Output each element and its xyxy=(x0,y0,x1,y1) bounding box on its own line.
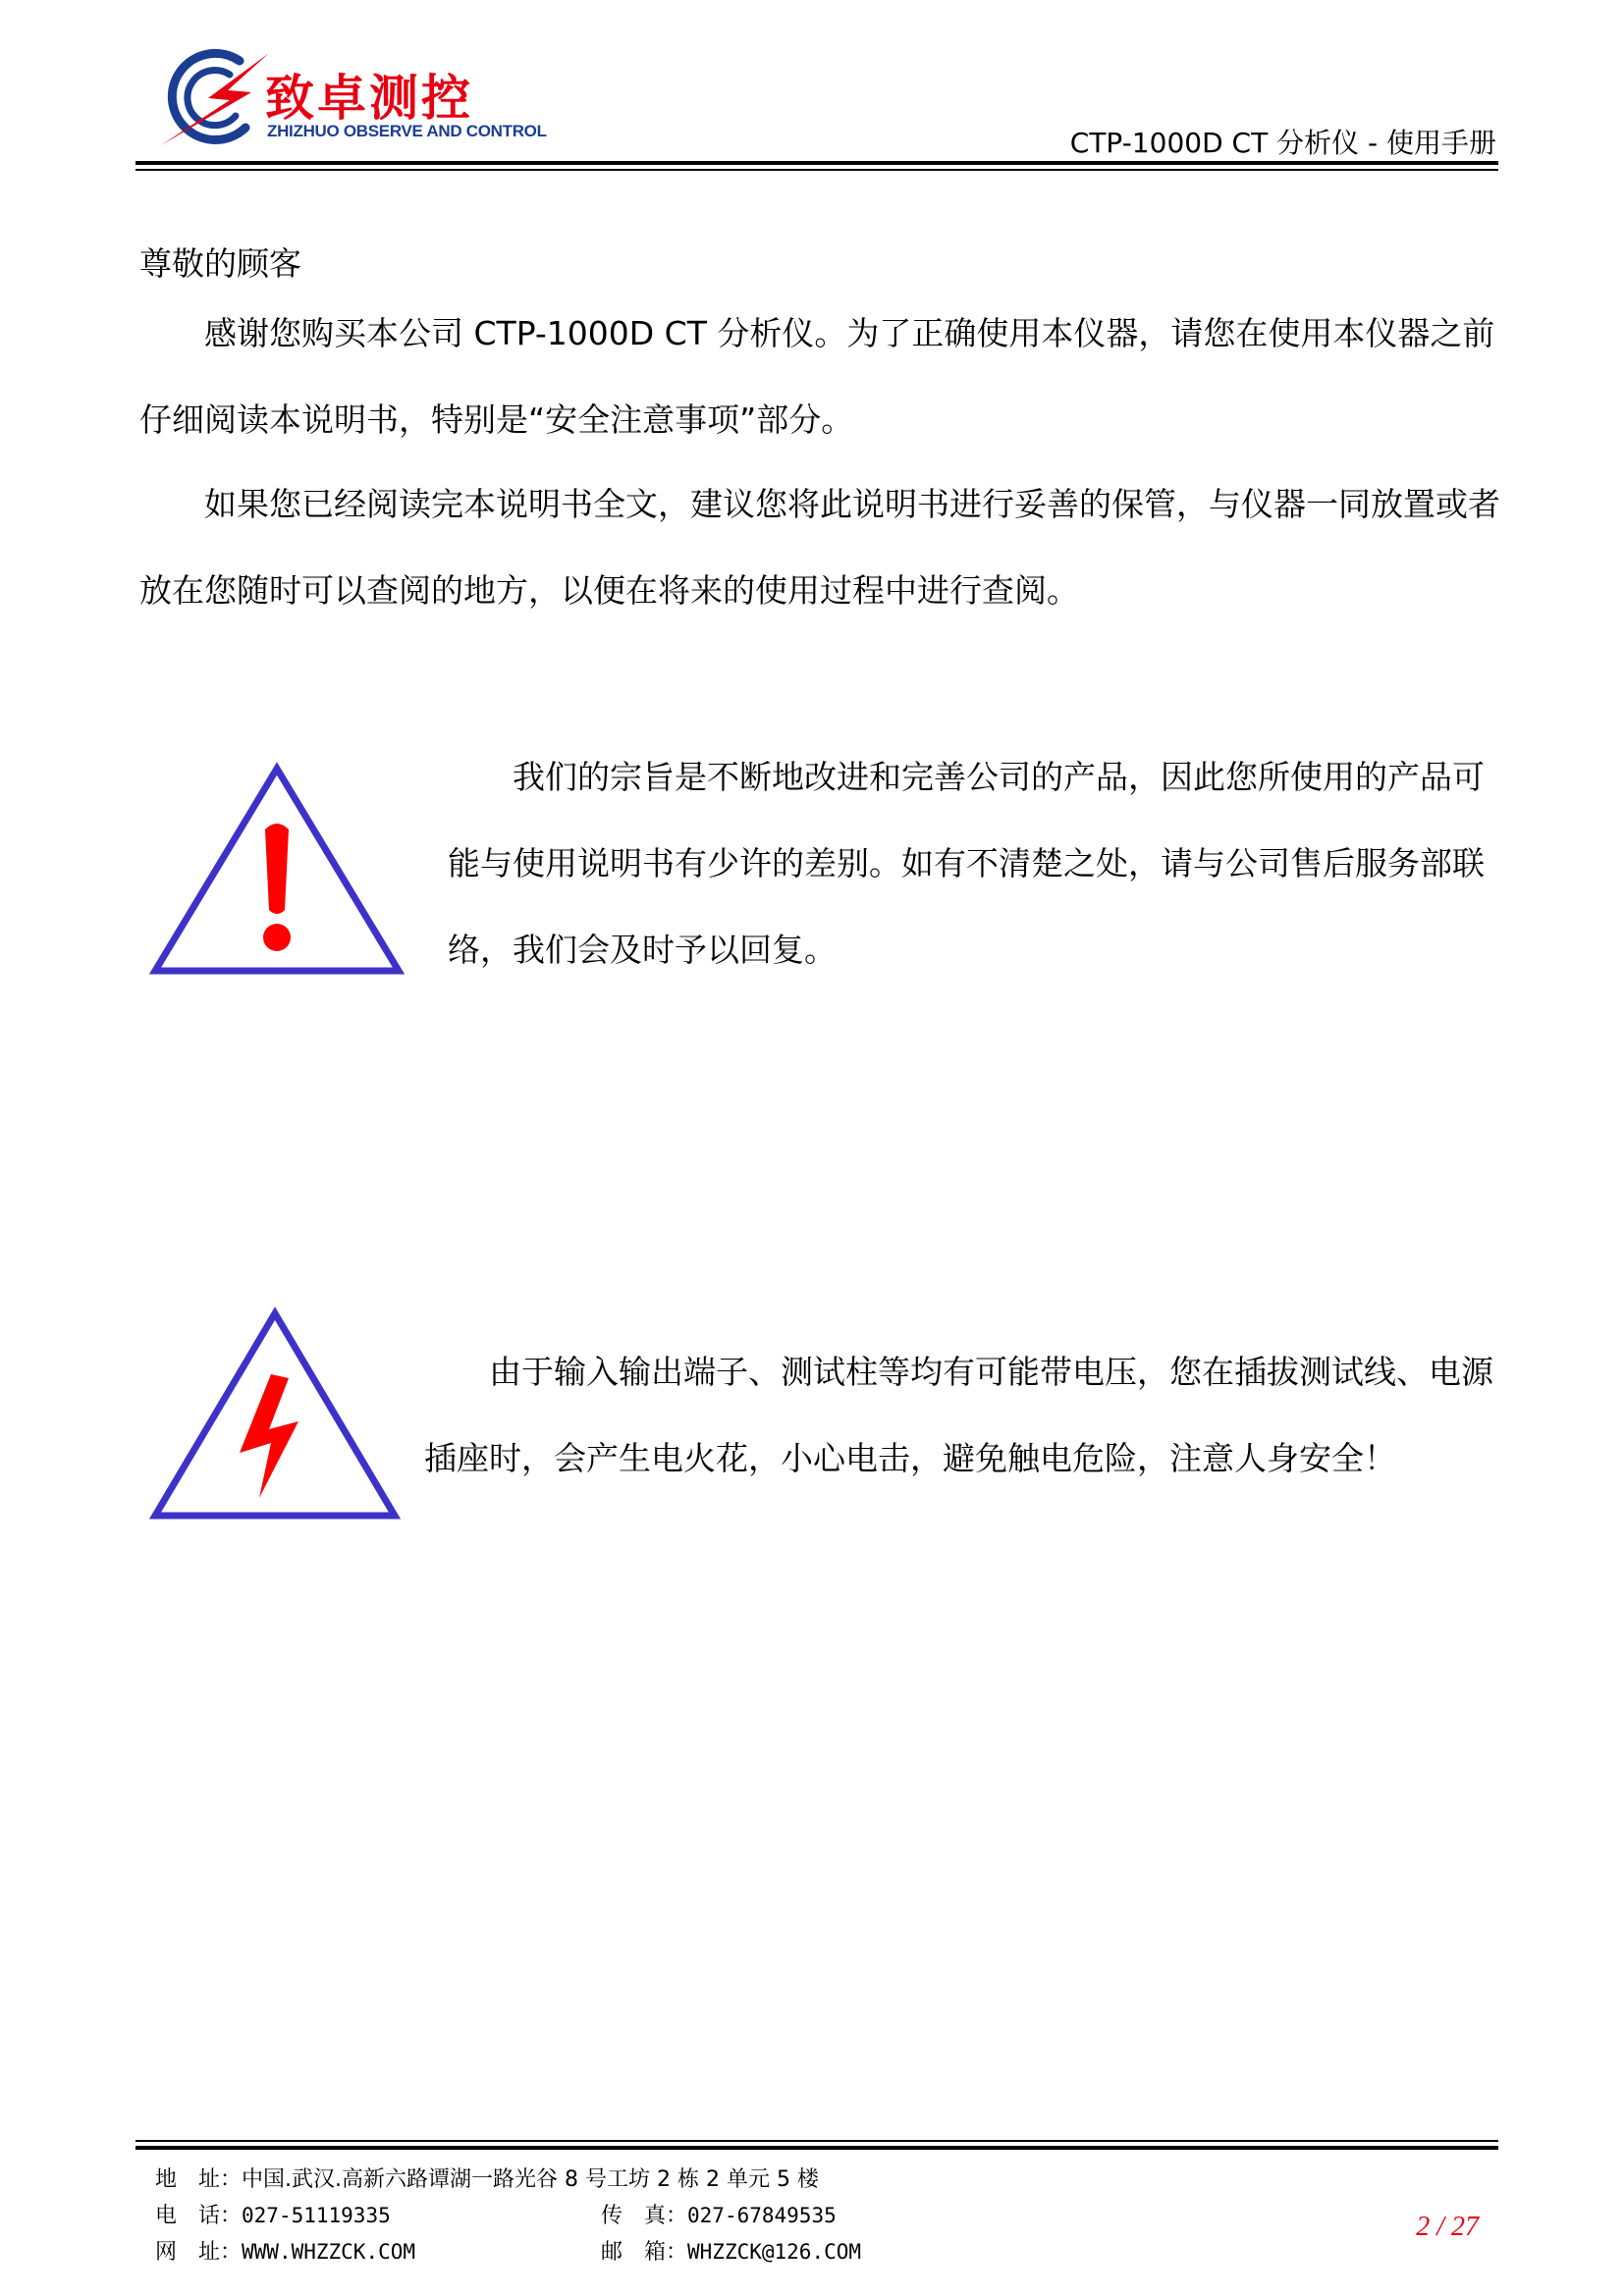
high-voltage-warning-icon xyxy=(149,1306,406,1527)
footer-fax xyxy=(601,2199,837,2229)
company-logo xyxy=(157,41,547,151)
footer-website xyxy=(155,2235,415,2266)
address-label: 地 址： xyxy=(155,2167,243,2192)
website-value: WWW.WHZZCK.COM xyxy=(242,2240,416,2264)
logo-chinese-name: 致卓测控 xyxy=(265,70,473,127)
logo-mark-icon xyxy=(157,41,275,151)
phone-label: 电 话： xyxy=(155,2204,243,2228)
footer-email xyxy=(601,2235,861,2266)
footer-divider-thick xyxy=(135,2146,1498,2150)
electric-shock-notice: 由于输入输出端子、测试柱等均有可能带电压，您在插拔测试线、电源插座时，会产生电火花，小心电击，避免触电危险，注意人身安全！ xyxy=(424,1353,1493,1477)
logo-english-name: ZHIZHUO OBSERVE AND CONTROL xyxy=(267,122,547,140)
address-value: 中国.武汉.高新六路谭湖一路光谷 8 号工坊 2 栋 2 单元 5 楼 xyxy=(242,2167,819,2192)
fax-value: 027-67849535 xyxy=(687,2204,837,2227)
footer-divider-thin xyxy=(135,2140,1498,2142)
document-title: CTP-1000D CT 分析仪 - 使用手册 xyxy=(1069,127,1496,159)
page-number: 2 / 27 xyxy=(1416,2212,1479,2242)
footer-address xyxy=(155,2163,819,2193)
product-change-notice: 我们的宗旨是不断地改进和完善公司的产品，因此您所使用的产品可能与使用说明书有少许的差别。如有不清楚之处，请与公司售后服务部联络，我们会及时予以回复。 xyxy=(448,758,1485,969)
email-value: WHZZCK@126.COM xyxy=(687,2240,862,2264)
intro-paragraph: 感谢您购买本公司 CTP-1000D CT 分析仪。为了正确使用本仪器，请您在使用本仪器之前仔细阅读本说明书，特别是“安全注意事项”部分。 xyxy=(139,314,1495,439)
footer-phone xyxy=(155,2199,391,2229)
email-label: 邮 箱： xyxy=(601,2240,688,2265)
exclamation-warning-icon xyxy=(147,761,406,985)
header-divider-thick xyxy=(135,161,1498,165)
fax-label: 传 真： xyxy=(601,2204,688,2228)
website-label: 网 址： xyxy=(155,2240,243,2265)
header-divider-thin xyxy=(135,169,1498,171)
phone-value: 027-51119335 xyxy=(242,2204,391,2227)
salutation: 尊敬的顾客 xyxy=(139,244,301,283)
storage-paragraph: 如果您已经阅读完本说明书全文，建议您将此说明书进行妥善的保管，与仪器一同放置或者放在您随时可以查阅的地方，以便在将来的使用过程中进行查阅。 xyxy=(139,485,1500,610)
